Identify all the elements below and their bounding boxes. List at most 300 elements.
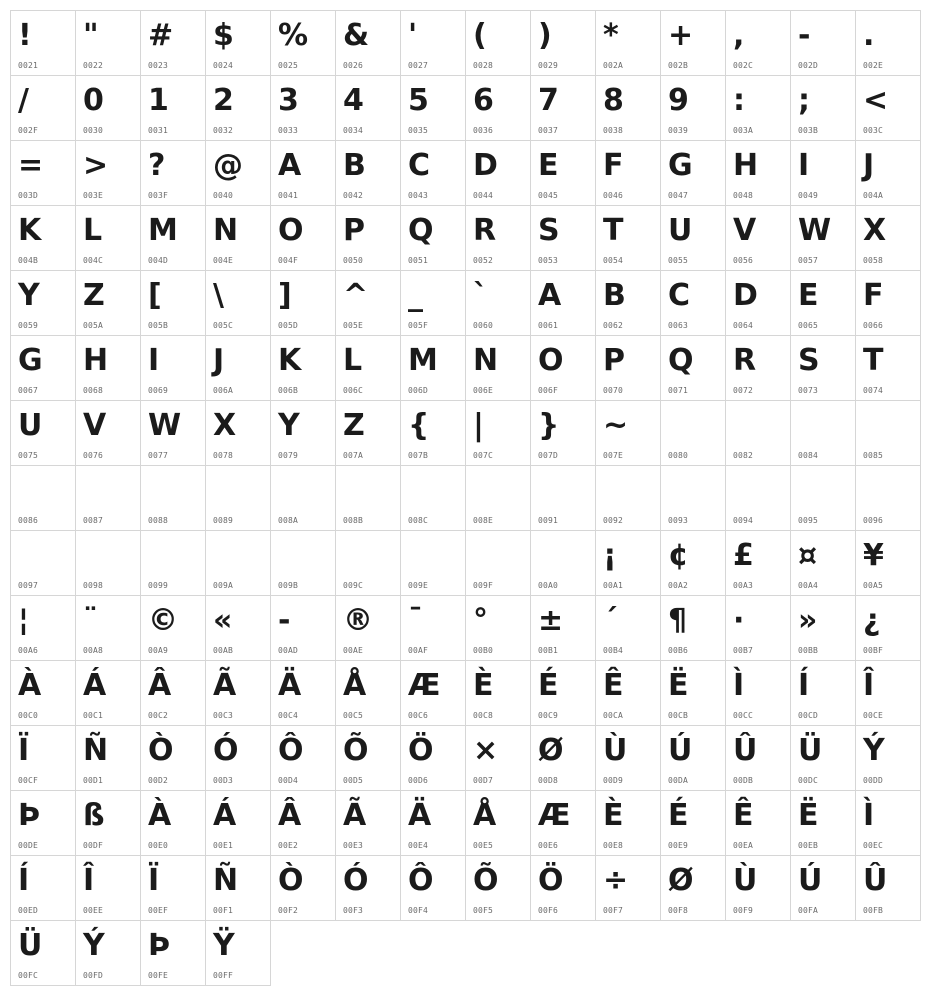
glyph-cell <box>75 790 141 856</box>
glyph-sample: Ê <box>603 668 624 703</box>
glyph-sample: ¯ <box>408 603 423 638</box>
codepoint-label: 007A <box>343 451 364 460</box>
codepoint-label: 0052 <box>473 256 494 265</box>
codepoint-label: 0049 <box>798 191 819 200</box>
glyph-cell <box>270 400 336 466</box>
codepoint-label: 0092 <box>603 516 624 525</box>
glyph-cell <box>335 400 401 466</box>
glyph-sample: & <box>343 18 370 53</box>
codepoint-label: 00FD <box>83 971 104 980</box>
codepoint-label: 00EB <box>798 841 819 850</box>
glyph-sample: Õ <box>473 863 499 898</box>
glyph-sample: A <box>538 278 562 313</box>
codepoint-label: 00C6 <box>408 711 429 720</box>
glyph-cell <box>790 465 856 531</box>
glyph-cell <box>140 530 206 596</box>
glyph-sample: Â <box>278 798 302 833</box>
codepoint-label: 0033 <box>278 126 299 135</box>
glyph-sample: G <box>18 343 43 378</box>
glyph-cell <box>335 855 401 921</box>
glyph-sample: H <box>83 343 109 378</box>
codepoint-label: 0038 <box>603 126 624 135</box>
codepoint-label: 0077 <box>148 451 169 460</box>
codepoint-label: 0023 <box>148 61 169 70</box>
glyph-cell <box>205 75 271 141</box>
codepoint-label: 0082 <box>733 451 754 460</box>
glyph-cell <box>530 855 596 921</box>
glyph-cell <box>10 75 76 141</box>
codepoint-label: 005C <box>213 321 234 330</box>
codepoint-label: 00F6 <box>538 906 559 915</box>
glyph-sample: Ù <box>733 863 758 898</box>
codepoint-label: 0029 <box>538 61 559 70</box>
glyph-sample: K <box>18 213 42 248</box>
codepoint-label: 008B <box>343 516 364 525</box>
codepoint-label: 00FC <box>18 971 39 980</box>
codepoint-label: 00F3 <box>343 906 364 915</box>
codepoint-label: 0069 <box>148 386 169 395</box>
glyph-sample: B <box>343 148 366 183</box>
glyph-sample: Æ <box>408 668 441 703</box>
glyph-sample: Ò <box>278 863 304 898</box>
codepoint-label: 0095 <box>798 516 819 525</box>
glyph-cell <box>660 205 726 271</box>
glyph-sample: Ú <box>668 733 693 768</box>
glyph-sample: U <box>18 408 43 443</box>
codepoint-label: 0056 <box>733 256 754 265</box>
glyph-sample: Ô <box>408 863 434 898</box>
glyph-sample: £ <box>733 538 754 573</box>
glyph-cell <box>400 140 466 206</box>
codepoint-label: 00AD <box>278 646 299 655</box>
codepoint-label: 0058 <box>863 256 884 265</box>
codepoint-label: 003A <box>733 126 754 135</box>
codepoint-label: 0071 <box>668 386 689 395</box>
glyph-sample: Å <box>343 668 367 703</box>
glyph-sample: M <box>148 213 178 248</box>
codepoint-label: 007B <box>408 451 429 460</box>
glyph-cell <box>790 270 856 336</box>
glyph-sample: Ä <box>408 798 432 833</box>
codepoint-label: 0043 <box>408 191 429 200</box>
codepoint-label: 00A6 <box>18 646 39 655</box>
glyph-sample: { <box>408 408 430 443</box>
glyph-sample: O <box>538 343 564 378</box>
glyph-sample: L <box>83 213 103 248</box>
glyph-cell <box>270 75 336 141</box>
codepoint-label: 00E8 <box>603 841 624 850</box>
codepoint-label: 00CA <box>603 711 624 720</box>
glyph-sample: E <box>798 278 819 313</box>
codepoint-label: 0037 <box>538 126 559 135</box>
glyph-sample: Í <box>798 668 810 703</box>
glyph-sample: X <box>213 408 237 443</box>
codepoint-label: 0054 <box>603 256 624 265</box>
glyph-cell <box>335 205 401 271</box>
glyph-cell <box>855 400 921 466</box>
codepoint-label: 00DD <box>863 776 884 785</box>
glyph-cell <box>75 400 141 466</box>
glyph-cell <box>270 725 336 791</box>
glyph-sample: } <box>538 408 560 443</box>
codepoint-label: 0031 <box>148 126 169 135</box>
glyph-sample: P <box>603 343 625 378</box>
glyph-cell <box>400 660 466 726</box>
glyph-cell <box>790 725 856 791</box>
codepoint-label: 00EF <box>148 906 169 915</box>
glyph-cell <box>400 725 466 791</box>
glyph-sample: * <box>603 18 619 53</box>
codepoint-label: 00C4 <box>278 711 299 720</box>
codepoint-label: 00DF <box>83 841 104 850</box>
codepoint-label: 004D <box>148 256 169 265</box>
glyph-sample: = <box>18 148 44 183</box>
glyph-sample: ) <box>538 18 552 53</box>
codepoint-label: 0074 <box>863 386 884 395</box>
glyph-sample: V <box>83 408 107 443</box>
glyph-sample: ] <box>278 278 292 313</box>
glyph-cell <box>465 595 531 661</box>
glyph-cell <box>75 855 141 921</box>
glyph-cell <box>465 790 531 856</box>
glyph-sample: | <box>473 408 484 443</box>
glyph-cell <box>530 725 596 791</box>
glyph-cell <box>10 270 76 336</box>
glyph-cell <box>10 205 76 271</box>
codepoint-label: 009A <box>213 581 234 590</box>
codepoint-label: 00C1 <box>83 711 104 720</box>
glyph-sample: Û <box>733 733 758 768</box>
glyph-sample: ß <box>83 798 105 833</box>
glyph-sample: M <box>408 343 438 378</box>
codepoint-label: 0079 <box>278 451 299 460</box>
glyph-sample: Q <box>668 343 694 378</box>
glyph-sample: À <box>18 668 42 703</box>
glyph-cell <box>725 725 791 791</box>
glyph-sample: ¨ <box>83 603 98 638</box>
codepoint-label: 00A8 <box>83 646 104 655</box>
glyph-sample: Ö <box>538 863 564 898</box>
codepoint-label: 0025 <box>278 61 299 70</box>
glyph-cell <box>660 465 726 531</box>
glyph-sample: Ü <box>18 928 43 963</box>
glyph-sample: 0 <box>83 83 104 118</box>
codepoint-label: 00B1 <box>538 646 559 655</box>
codepoint-label: 00AE <box>343 646 364 655</box>
glyph-cell <box>595 10 661 76</box>
glyph-cell <box>725 660 791 726</box>
glyph-sample: 8 <box>603 83 624 118</box>
glyph-sample: Ÿ <box>213 928 235 963</box>
glyph-sample: Ê <box>733 798 754 833</box>
codepoint-label: 0075 <box>18 451 39 460</box>
glyph-cell <box>75 140 141 206</box>
glyph-cell <box>530 790 596 856</box>
glyph-cell <box>530 335 596 401</box>
glyph-sample: Ó <box>343 863 369 898</box>
glyph-sample: # <box>148 18 174 53</box>
codepoint-label: 00E1 <box>213 841 234 850</box>
glyph-cell <box>790 335 856 401</box>
glyph-cell <box>465 660 531 726</box>
glyph-sample: Ì <box>863 798 875 833</box>
glyph-cell <box>530 660 596 726</box>
glyph-sample: ¿ <box>863 603 881 638</box>
glyph-cell <box>10 335 76 401</box>
glyph-cell <box>335 465 401 531</box>
glyph-cell <box>75 595 141 661</box>
codepoint-label: 00F4 <box>408 906 429 915</box>
glyph-cell <box>465 530 531 596</box>
glyph-cell <box>335 660 401 726</box>
codepoint-label: 0053 <box>538 256 559 265</box>
codepoint-label: 00E9 <box>668 841 689 850</box>
codepoint-label: 009C <box>343 581 364 590</box>
glyph-sample: B <box>603 278 626 313</box>
codepoint-label: 0099 <box>148 581 169 590</box>
glyph-cell <box>660 75 726 141</box>
codepoint-label: 006D <box>408 386 429 395</box>
glyph-sample: R <box>733 343 757 378</box>
glyph-sample: ¦ <box>18 603 29 638</box>
codepoint-label: 004E <box>213 256 234 265</box>
codepoint-label: 00E2 <box>278 841 299 850</box>
codepoint-label: 00A0 <box>538 581 559 590</box>
glyph-cell <box>725 335 791 401</box>
glyph-cell <box>855 725 921 791</box>
glyph-cell <box>855 465 921 531</box>
glyph-sample: Z <box>83 278 105 313</box>
glyph-sample: Ë <box>668 668 689 703</box>
codepoint-label: 00B4 <box>603 646 624 655</box>
glyph-cell <box>140 400 206 466</box>
glyph-cell <box>270 790 336 856</box>
glyph-cell <box>595 855 661 921</box>
glyph-cell <box>530 205 596 271</box>
codepoint-label: 004C <box>83 256 104 265</box>
codepoint-label: 006C <box>343 386 364 395</box>
glyph-sample: _ <box>408 278 423 313</box>
codepoint-label: 0051 <box>408 256 429 265</box>
glyph-sample: Ã <box>213 668 237 703</box>
glyph-cell <box>270 335 336 401</box>
glyph-cell <box>270 530 336 596</box>
codepoint-label: 009F <box>473 581 494 590</box>
codepoint-label: 0050 <box>343 256 364 265</box>
codepoint-label: 005F <box>408 321 429 330</box>
glyph-cell <box>855 595 921 661</box>
glyph-sample: Ì <box>733 668 745 703</box>
codepoint-label: 0070 <box>603 386 624 395</box>
glyph-sample: Ë <box>798 798 819 833</box>
glyph-cell <box>595 530 661 596</box>
codepoint-label: 00AF <box>408 646 429 655</box>
glyph-cell <box>660 270 726 336</box>
glyph-sample: É <box>668 798 689 833</box>
glyph-cell <box>660 400 726 466</box>
codepoint-label: 00F8 <box>668 906 689 915</box>
glyph-cell <box>400 335 466 401</box>
glyph-sample: K <box>278 343 302 378</box>
glyph-cell <box>725 855 791 921</box>
glyph-sample: ´ <box>603 603 618 638</box>
glyph-sample: Õ <box>343 733 369 768</box>
codepoint-label: 00CC <box>733 711 754 720</box>
glyph-sample: Ø <box>668 863 694 898</box>
glyph-cell <box>75 335 141 401</box>
glyph-cell <box>595 725 661 791</box>
codepoint-label: 003E <box>83 191 104 200</box>
codepoint-label: 0035 <box>408 126 429 135</box>
glyph-cell <box>725 790 791 856</box>
glyph-cell <box>335 335 401 401</box>
codepoint-label: 0046 <box>603 191 624 200</box>
glyph-cell <box>10 10 76 76</box>
glyph-sample: Ý <box>863 733 885 768</box>
glyph-cell <box>660 335 726 401</box>
codepoint-label: 00A1 <box>603 581 624 590</box>
glyph-cell <box>270 10 336 76</box>
glyph-cell <box>270 270 336 336</box>
codepoint-label: 00B7 <box>733 646 754 655</box>
codepoint-label: 0093 <box>668 516 689 525</box>
glyph-cell <box>140 10 206 76</box>
codepoint-label: 0028 <box>473 61 494 70</box>
codepoint-label: 00FA <box>798 906 819 915</box>
codepoint-label: 0032 <box>213 126 234 135</box>
glyph-sample: È <box>603 798 624 833</box>
glyph-cell <box>10 595 76 661</box>
codepoint-label: 0045 <box>538 191 559 200</box>
codepoint-label: 0065 <box>798 321 819 330</box>
glyph-sample: V <box>733 213 757 248</box>
codepoint-label: 0044 <box>473 191 494 200</box>
glyph-sample: 4 <box>343 83 364 118</box>
codepoint-label: 0087 <box>83 516 104 525</box>
codepoint-label: 00D8 <box>538 776 559 785</box>
codepoint-label: 002B <box>668 61 689 70</box>
codepoint-label: 003C <box>863 126 884 135</box>
glyph-sample: I <box>798 148 810 183</box>
glyph-cell <box>595 595 661 661</box>
codepoint-label: 007E <box>603 451 624 460</box>
glyph-cell <box>205 270 271 336</box>
glyph-cell <box>335 10 401 76</box>
codepoint-label: 00EA <box>733 841 754 850</box>
glyph-cell <box>270 855 336 921</box>
glyph-cell <box>595 335 661 401</box>
codepoint-label: 004F <box>278 256 299 265</box>
glyph-sample: / <box>18 83 29 118</box>
glyph-sample: . <box>863 18 875 53</box>
glyph-cell <box>335 725 401 791</box>
codepoint-label: 002A <box>603 61 624 70</box>
codepoint-label: 00C3 <box>213 711 234 720</box>
codepoint-label: 0030 <box>83 126 104 135</box>
glyph-cell <box>725 270 791 336</box>
glyph-sample: Ø <box>538 733 564 768</box>
codepoint-label: 0064 <box>733 321 754 330</box>
glyph-sample: Û <box>863 863 888 898</box>
glyph-cell <box>465 140 531 206</box>
glyph-cell <box>270 205 336 271</box>
glyph-cell <box>335 530 401 596</box>
codepoint-label: 00DA <box>668 776 689 785</box>
glyph-sample: [ <box>148 278 162 313</box>
glyph-cell <box>205 595 271 661</box>
glyph-cell <box>205 725 271 791</box>
glyph-sample: É <box>538 668 559 703</box>
codepoint-label: 00A2 <box>668 581 689 590</box>
glyph-cell <box>855 205 921 271</box>
codepoint-label: 0067 <box>18 386 39 395</box>
glyph-cell <box>400 75 466 141</box>
glyph-sample: Ó <box>213 733 239 768</box>
glyph-cell <box>855 10 921 76</box>
glyph-cell <box>725 530 791 596</box>
glyph-cell <box>790 660 856 726</box>
glyph-cell <box>10 530 76 596</box>
codepoint-label: 00A4 <box>798 581 819 590</box>
glyph-sample: Æ <box>538 798 571 833</box>
codepoint-label: 00D9 <box>603 776 624 785</box>
codepoint-label: 0066 <box>863 321 884 330</box>
glyph-cell <box>10 790 76 856</box>
codepoint-label: 00D1 <box>83 776 104 785</box>
glyph-sample: N <box>473 343 499 378</box>
glyph-cell <box>465 725 531 791</box>
codepoint-label: 0034 <box>343 126 364 135</box>
glyph-cell <box>75 530 141 596</box>
glyph-sample: C <box>408 148 431 183</box>
glyph-sample: ® <box>343 603 373 638</box>
glyph-sample: $ <box>213 18 234 53</box>
glyph-cell <box>660 725 726 791</box>
glyph-sample: I <box>148 343 160 378</box>
codepoint-label: 0073 <box>798 386 819 395</box>
codepoint-label: 00C9 <box>538 711 559 720</box>
glyph-cell <box>790 530 856 596</box>
glyph-sample: L <box>343 343 363 378</box>
codepoint-label: 0063 <box>668 321 689 330</box>
glyph-sample: T <box>603 213 624 248</box>
codepoint-label: 0055 <box>668 256 689 265</box>
glyph-cell <box>140 725 206 791</box>
glyph-sample: N <box>213 213 239 248</box>
glyph-cell <box>725 140 791 206</box>
glyph-cell <box>270 660 336 726</box>
codepoint-label: 005A <box>83 321 104 330</box>
glyph-sample: ¡ <box>603 538 617 573</box>
glyph-cell <box>205 205 271 271</box>
codepoint-label: 00C5 <box>343 711 364 720</box>
codepoint-label: 00C2 <box>148 711 169 720</box>
glyph-cell <box>140 920 206 986</box>
glyph-cell <box>465 10 531 76</box>
glyph-cell <box>400 595 466 661</box>
glyph-cell <box>790 75 856 141</box>
glyph-cell <box>595 790 661 856</box>
glyph-sample: Ý <box>83 928 105 963</box>
codepoint-label: 002F <box>18 126 39 135</box>
glyph-sample: D <box>473 148 498 183</box>
codepoint-label: 0042 <box>343 191 364 200</box>
codepoint-label: 00EE <box>83 906 104 915</box>
glyph-sample: ~ <box>603 408 629 443</box>
codepoint-label: 00BB <box>798 646 819 655</box>
codepoint-label: 00E0 <box>148 841 169 850</box>
glyph-sample: < <box>863 83 889 118</box>
